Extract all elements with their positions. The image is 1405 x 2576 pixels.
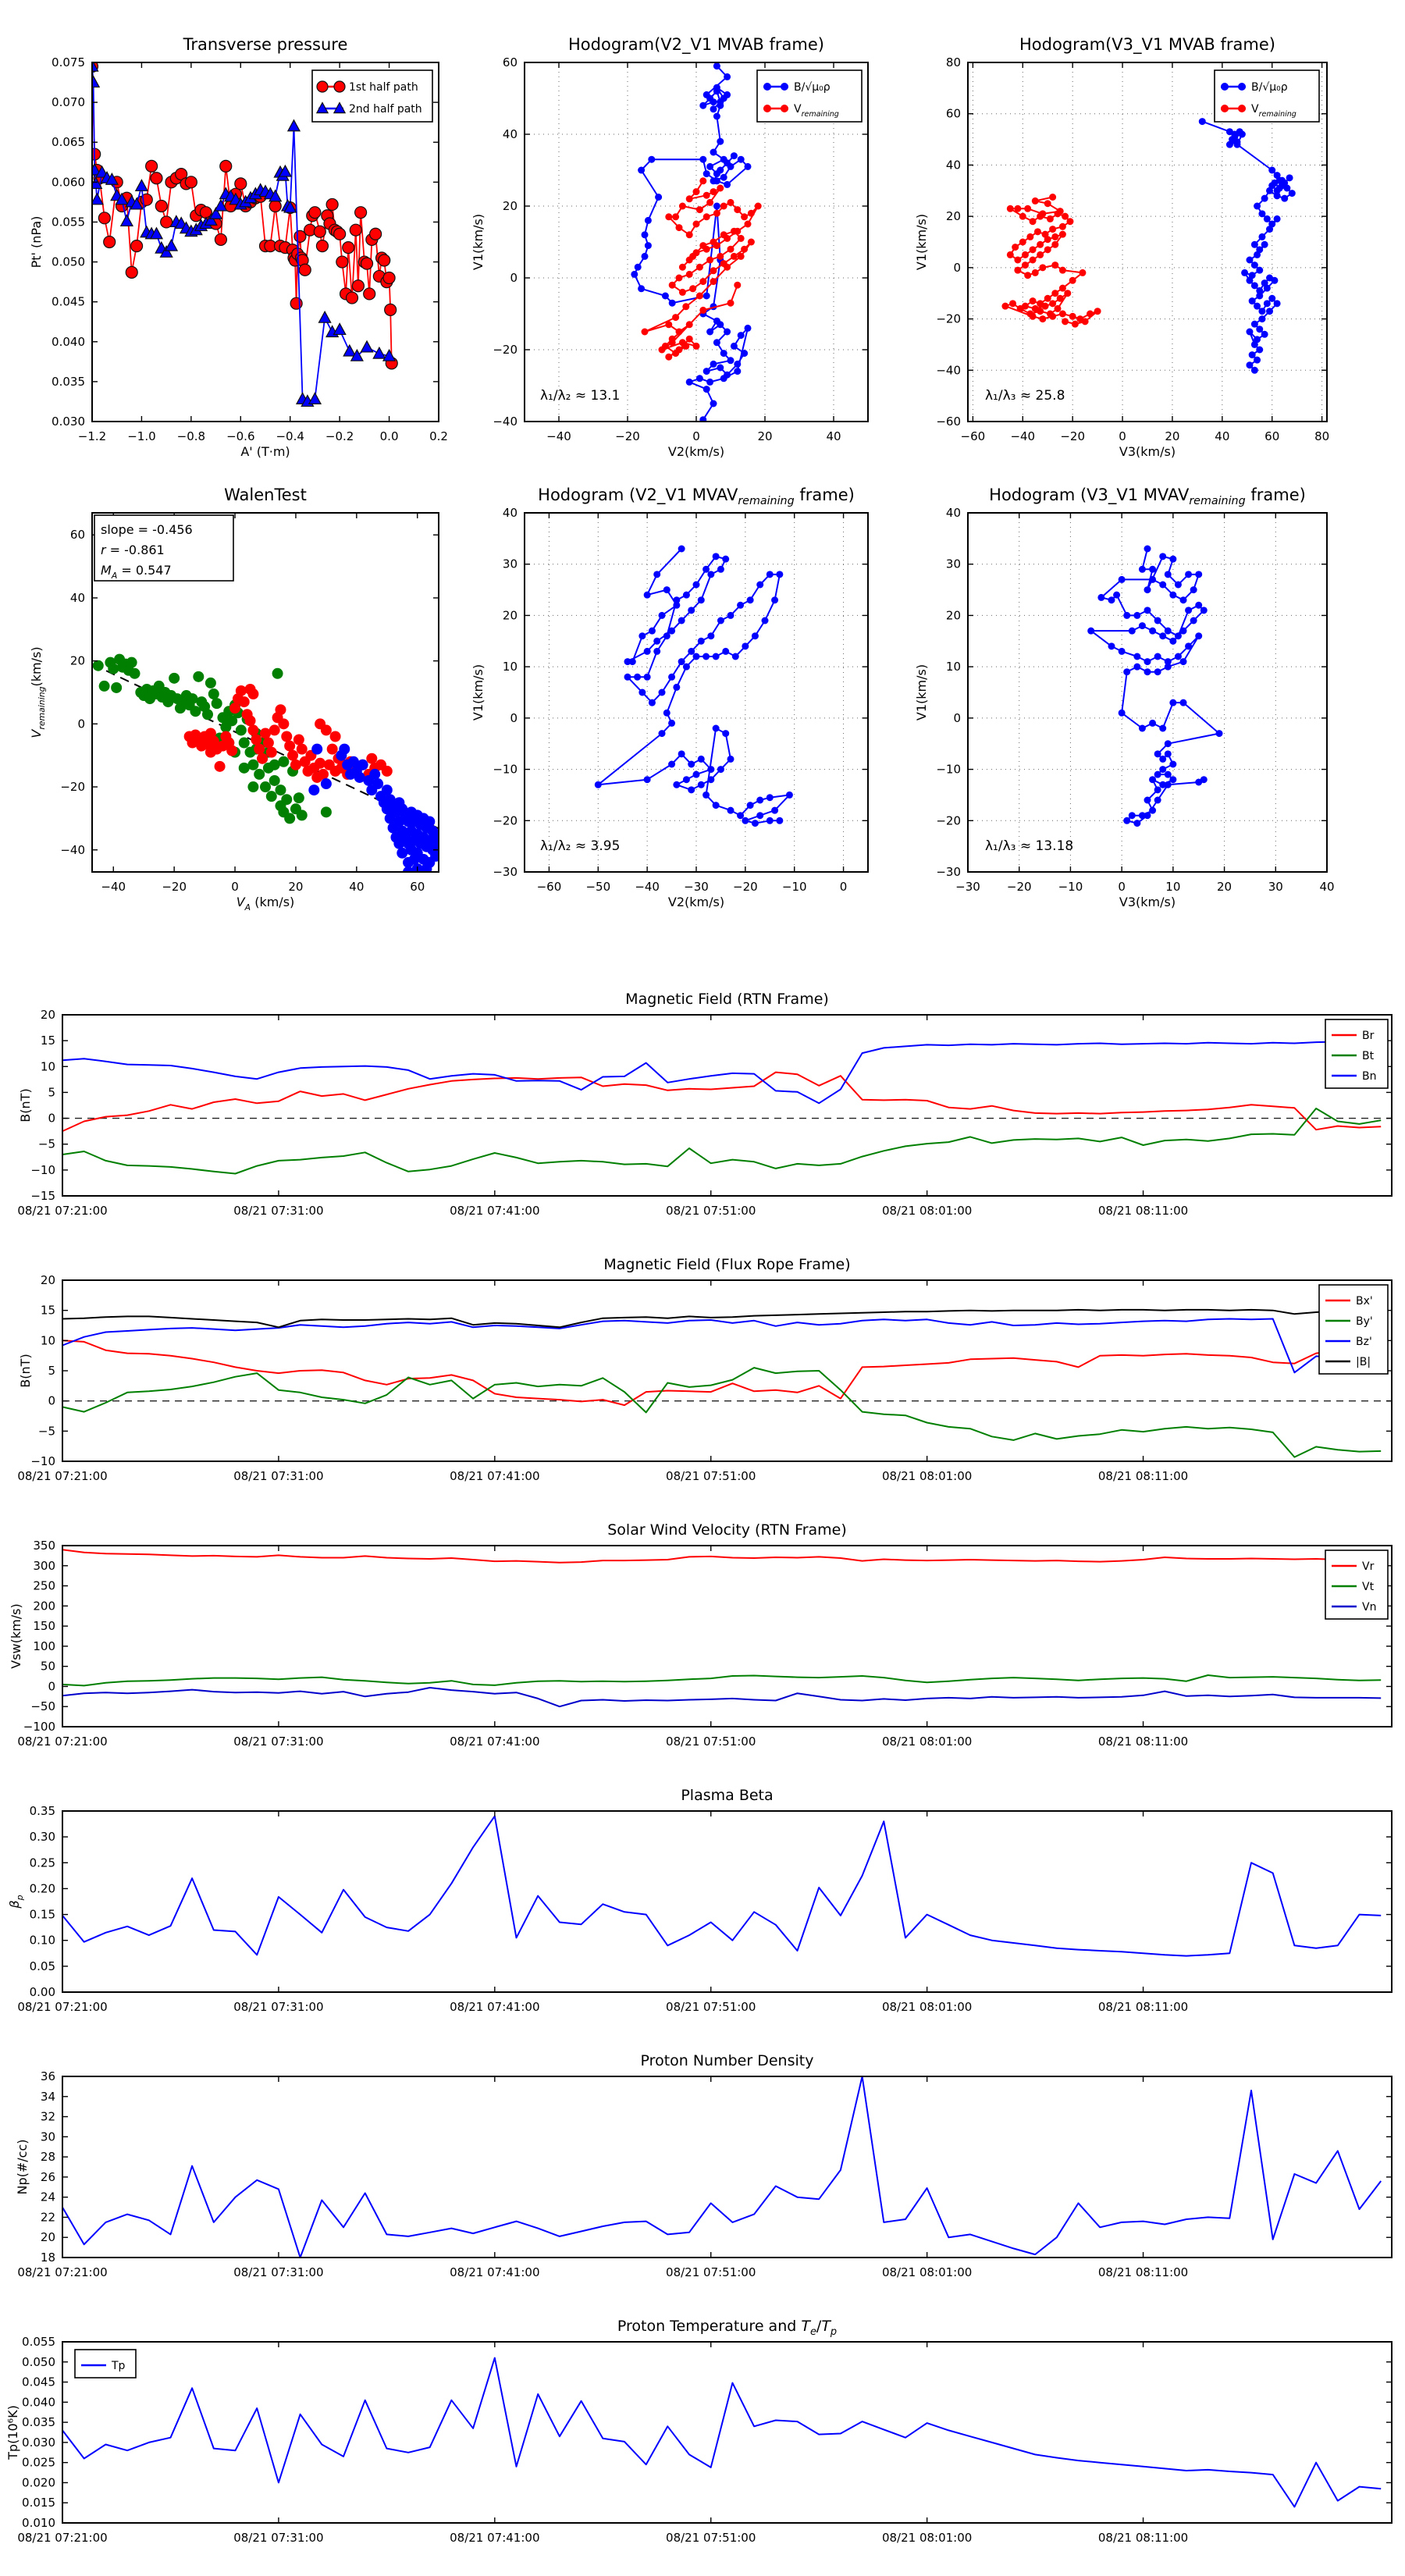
svg-text:Bz': Bz' <box>1356 1336 1372 1348</box>
svg-text:0.040: 0.040 <box>52 334 85 349</box>
svg-text:0: 0 <box>48 1679 55 1694</box>
svg-text:Br: Br <box>1362 1030 1375 1042</box>
svg-text:0.010: 0.010 <box>22 2516 55 2530</box>
svg-text:32: 32 <box>40 2109 55 2124</box>
svg-text:B/√μ₀ρ: B/√μ₀ρ <box>1251 81 1288 94</box>
svg-text:−20: −20 <box>936 813 961 828</box>
svg-text:5: 5 <box>48 1085 55 1100</box>
svg-text:Hodogram (V2_V1 MVAVremaining: Hodogram (V2_V1 $MVAV_{remaining}$ frame) <box>538 486 855 507</box>
svg-text:By': By' <box>1356 1315 1373 1328</box>
svg-text:08/21 08:11:00: 08/21 08:11:00 <box>1097 2265 1189 2279</box>
svg-text:A' (T·m): A' (T·m) <box>240 444 290 459</box>
svg-text:−20: −20 <box>1006 880 1032 894</box>
svg-text:80: 80 <box>1314 429 1330 443</box>
svg-text:0: 0 <box>1118 880 1126 894</box>
svg-text:40: 40 <box>69 590 85 605</box>
svg-text:−20: −20 <box>493 343 518 357</box>
svg-text:−20: −20 <box>733 880 758 894</box>
svg-text:20: 20 <box>40 2230 55 2245</box>
svg-text:Magnetic Field (RTN Frame): Magnetic Field (RTN Frame) <box>625 991 829 1008</box>
svg-text:50: 50 <box>40 1659 55 1674</box>
svg-text:08/21 08:01:00: 08/21 08:01:00 <box>881 1735 973 1749</box>
svg-text:0: 0 <box>839 880 848 894</box>
svg-text:150: 150 <box>33 1619 55 1634</box>
svg-text:08/21 07:41:00: 08/21 07:41:00 <box>450 1204 540 1218</box>
svg-text:20: 20 <box>945 209 961 224</box>
svg-text:−40: −40 <box>936 363 961 378</box>
svg-text:0.075: 0.075 <box>52 55 85 69</box>
svg-text:60: 60 <box>502 55 518 69</box>
svg-text:200: 200 <box>33 1599 55 1614</box>
svg-text:100: 100 <box>33 1638 55 1653</box>
svg-text:λ₁/λ₂ ≈ 3.95: λ₁/λ₂ ≈ 3.95 <box>540 838 621 854</box>
svg-text:Hodogram (V3_V1 MVAVremaining: Hodogram (V3_V1 $MVAV_{remaining}$ frame) <box>989 486 1306 507</box>
svg-text:08/21 07:41:00: 08/21 07:41:00 <box>450 2531 540 2545</box>
svg-text:08/21 08:01:00: 08/21 08:01:00 <box>881 1469 973 1483</box>
svg-text:Proton Number Density: Proton Number Density <box>640 2052 814 2069</box>
svg-text:08/21 08:01:00: 08/21 08:01:00 <box>881 2531 973 2545</box>
svg-text:08/21 08:01:00: 08/21 08:01:00 <box>881 2265 973 2279</box>
svg-text:08/21 08:11:00: 08/21 08:11:00 <box>1097 1735 1189 1749</box>
svg-text:0: 0 <box>231 880 239 894</box>
svg-text:20: 20 <box>288 880 304 894</box>
svg-text:0.015: 0.015 <box>22 2496 55 2510</box>
svg-text:40: 40 <box>945 158 961 173</box>
svg-text:−20: −20 <box>936 311 961 326</box>
svg-text:−15: −15 <box>30 1189 55 1203</box>
svg-text:08/21 08:11:00: 08/21 08:11:00 <box>1097 2531 1189 2545</box>
svg-text:0.070: 0.070 <box>52 95 85 110</box>
svg-text:−10: −10 <box>781 880 807 894</box>
svg-text:B(nT): B(nT) <box>18 1354 33 1388</box>
svg-text:0: 0 <box>510 710 518 725</box>
svg-text:20: 20 <box>69 653 85 668</box>
svg-text:−20: −20 <box>1060 429 1085 443</box>
svg-text:0.045: 0.045 <box>52 294 85 309</box>
svg-text:V1(km/s): V1(km/s) <box>471 664 486 721</box>
svg-text:0.05: 0.05 <box>29 1959 55 1973</box>
svg-text:10: 10 <box>1165 880 1181 894</box>
svg-text:0.25: 0.25 <box>29 1856 55 1870</box>
svg-text:−30: −30 <box>493 865 518 879</box>
svg-text:20: 20 <box>40 1273 55 1287</box>
svg-text:−40: −40 <box>635 880 660 894</box>
svg-text:0: 0 <box>953 260 961 275</box>
magnetic-field-fluxrope-panel-legend <box>1319 1285 1388 1374</box>
svg-text:V2(km/s): V2(km/s) <box>667 444 725 459</box>
svg-text:30: 30 <box>945 557 961 571</box>
svg-text:1st half path: 1st half path <box>349 81 418 94</box>
svg-text:−0.2: −0.2 <box>325 429 354 443</box>
svg-text:Hodogram(V2_V1 MVAB frame): Hodogram(V2_V1 MVAB frame) <box>568 35 824 54</box>
svg-text:−100: −100 <box>23 1720 55 1734</box>
svg-text:08/21 08:11:00: 08/21 08:11:00 <box>1097 1469 1189 1483</box>
svg-text:24: 24 <box>40 2190 55 2204</box>
svg-text:0.0: 0.0 <box>379 429 399 443</box>
svg-text:−40: −40 <box>546 429 571 443</box>
svg-text:Vt: Vt <box>1362 1581 1375 1593</box>
transverse-pressure-panel-legend <box>312 70 432 122</box>
svg-text:5: 5 <box>48 1364 55 1378</box>
svg-text:Bt: Bt <box>1362 1050 1375 1062</box>
svg-text:0.035: 0.035 <box>52 374 85 389</box>
svg-text:−50: −50 <box>30 1699 55 1714</box>
svg-text:30: 30 <box>40 2129 55 2144</box>
svg-text:0.030: 0.030 <box>52 415 85 429</box>
svg-text:−10: −10 <box>1058 880 1083 894</box>
svg-text:Np(#/cc): Np(#/cc) <box>15 2139 30 2195</box>
svg-text:−0.6: −0.6 <box>226 429 255 443</box>
svg-text:22: 22 <box>40 2210 55 2225</box>
svg-text:−20: −20 <box>60 780 85 795</box>
hodogram-v3v1-mvab-panel-legend <box>1215 70 1319 122</box>
svg-text:−30: −30 <box>955 880 980 894</box>
svg-text:40: 40 <box>945 506 961 520</box>
svg-text:08/21 07:31:00: 08/21 07:31:00 <box>233 1204 324 1218</box>
svg-text:V1(km/s): V1(km/s) <box>914 664 929 721</box>
svg-text:40: 40 <box>1319 880 1335 894</box>
svg-text:Vsw(km/s): Vsw(km/s) <box>9 1603 23 1669</box>
svg-text:34: 34 <box>40 2089 55 2104</box>
svg-text:0.055: 0.055 <box>52 215 85 229</box>
svg-text:−5: −5 <box>37 1424 55 1439</box>
svg-text:08/21 08:01:00: 08/21 08:01:00 <box>881 1204 973 1218</box>
svg-text:0.030: 0.030 <box>22 2435 55 2450</box>
svg-text:08/21 07:31:00: 08/21 07:31:00 <box>233 2265 324 2279</box>
svg-text:Transverse pressure: Transverse pressure <box>183 35 348 54</box>
svg-text:−0.8: −0.8 <box>176 429 206 443</box>
svg-text:Bx': Bx' <box>1356 1295 1373 1308</box>
svg-text:20: 20 <box>40 1008 55 1022</box>
svg-text:20: 20 <box>1217 880 1232 894</box>
svg-text:V1(km/s): V1(km/s) <box>471 213 486 271</box>
svg-text:18: 18 <box>40 2250 55 2265</box>
hodogram-v2v1-mvab-panel-legend <box>757 70 862 122</box>
svg-text:βp: $\beta_p$ <box>7 1895 25 1909</box>
svg-text:−40: −40 <box>60 842 85 857</box>
svg-text:Vr: Vr <box>1362 1560 1375 1573</box>
svg-text:10: 10 <box>945 660 961 674</box>
svg-text:40: 40 <box>502 127 518 141</box>
svg-text:80: 80 <box>945 55 961 69</box>
svg-text:0.045: 0.045 <box>22 2375 55 2389</box>
svg-text:08/21 07:51:00: 08/21 07:51:00 <box>666 1469 756 1483</box>
svg-text:0.35: 0.35 <box>29 1804 55 1818</box>
svg-text:08/21 07:41:00: 08/21 07:41:00 <box>450 2000 540 2014</box>
svg-text:0.035: 0.035 <box>22 2415 55 2430</box>
svg-text:−40: −40 <box>493 415 518 429</box>
svg-text:15: 15 <box>40 1034 55 1048</box>
svg-text:0: 0 <box>692 429 700 443</box>
svg-text:V1(km/s): V1(km/s) <box>914 213 929 271</box>
svg-text:08/21 08:01:00: 08/21 08:01:00 <box>881 2000 973 2014</box>
svg-text:60: 60 <box>1264 429 1280 443</box>
svg-text:Tp(10⁶K): Tp(10⁶K) <box>5 2405 20 2460</box>
svg-text:Solar Wind Velocity (RTN Frame: Solar Wind Velocity (RTN Frame) <box>607 1521 847 1539</box>
svg-text:36: 36 <box>40 2069 55 2083</box>
svg-text:20: 20 <box>757 429 773 443</box>
svg-text:λ₁/λ₃ ≈ 13.18: λ₁/λ₃ ≈ 13.18 <box>985 838 1074 854</box>
svg-text:30: 30 <box>1268 880 1283 894</box>
svg-text:V3(km/s): V3(km/s) <box>1119 444 1176 459</box>
svg-text:08/21 07:31:00: 08/21 07:31:00 <box>233 1469 324 1483</box>
svg-text:0.30: 0.30 <box>29 1830 55 1845</box>
svg-text:0: 0 <box>1119 429 1126 443</box>
svg-text:|B|: |B| <box>1356 1356 1371 1368</box>
svg-text:60: 60 <box>945 106 961 121</box>
svg-text:slope = -0.456: slope = -0.456 <box>101 522 193 537</box>
svg-text:−30: −30 <box>936 865 961 879</box>
svg-text:08/21 07:21:00: 08/21 07:21:00 <box>17 2531 108 2545</box>
svg-text:08/21 07:51:00: 08/21 07:51:00 <box>666 1204 756 1218</box>
svg-text:08/21 08:11:00: 08/21 08:11:00 <box>1097 1204 1189 1218</box>
svg-text:−0.4: −0.4 <box>276 429 304 443</box>
svg-text:0.050: 0.050 <box>22 2354 55 2369</box>
svg-text:Bn: Bn <box>1362 1070 1377 1083</box>
svg-text:−10: −10 <box>493 762 518 777</box>
svg-text:20: 20 <box>945 608 961 623</box>
svg-text:20: 20 <box>502 608 518 623</box>
svg-text:−10: −10 <box>30 1454 55 1468</box>
svg-text:20: 20 <box>502 199 518 213</box>
svg-text:Proton Temperature and Te/Tp: Proton Temperature and $T_e/T_p$ <box>617 2318 838 2338</box>
svg-text:−1.0: −1.0 <box>127 429 156 443</box>
svg-text:Tp: Tp <box>112 2360 126 2372</box>
svg-text:08/21 07:41:00: 08/21 07:41:00 <box>450 2265 540 2279</box>
svg-text:0: 0 <box>48 1111 55 1126</box>
svg-text:WalenTest: WalenTest <box>224 486 307 504</box>
svg-text:Vremaining(km/s): $V_{remaining}(km/s)$ <box>29 646 47 738</box>
svg-text:0: 0 <box>510 271 518 285</box>
svg-text:MA = 0.547: $M_A = 0.547$ <box>101 563 172 581</box>
svg-text:15: 15 <box>40 1303 55 1318</box>
solar-wind-velocity-panel-legend <box>1325 1550 1388 1619</box>
svg-text:0: 0 <box>48 1393 55 1408</box>
svg-text:−30: −30 <box>684 880 709 894</box>
svg-text:−40: −40 <box>1010 429 1036 443</box>
svg-text:60: 60 <box>69 528 85 543</box>
svg-text:0.020: 0.020 <box>22 2475 55 2490</box>
svg-text:08/21 07:21:00: 08/21 07:21:00 <box>17 2000 108 2014</box>
svg-text:λ₁/λ₃ ≈ 25.8: λ₁/λ₃ ≈ 25.8 <box>985 388 1065 404</box>
svg-text:0.060: 0.060 <box>52 175 85 190</box>
svg-text:08/21 07:31:00: 08/21 07:31:00 <box>233 1735 324 1749</box>
svg-text:40: 40 <box>826 429 841 443</box>
svg-text:10: 10 <box>502 660 518 674</box>
svg-text:Plasma Beta: Plasma Beta <box>681 1787 774 1804</box>
svg-text:08/21 07:31:00: 08/21 07:31:00 <box>233 2531 324 2545</box>
svg-text:V3(km/s): V3(km/s) <box>1119 895 1176 909</box>
svg-text:300: 300 <box>33 1558 55 1573</box>
svg-text:−5: −5 <box>37 1137 55 1151</box>
svg-text:Hodogram(V3_V1 MVAB frame): Hodogram(V3_V1 MVAB frame) <box>1019 35 1275 54</box>
svg-text:08/21 07:41:00: 08/21 07:41:00 <box>450 1469 540 1483</box>
svg-text:0.2: 0.2 <box>429 429 448 443</box>
svg-text:60: 60 <box>410 880 425 894</box>
svg-text:08/21 08:11:00: 08/21 08:11:00 <box>1097 2000 1189 2014</box>
svg-text:−10: −10 <box>936 762 961 777</box>
svg-text:08/21 07:41:00: 08/21 07:41:00 <box>450 1735 540 1749</box>
svg-text:−40: −40 <box>101 880 126 894</box>
svg-text:−60: −60 <box>536 880 562 894</box>
svg-text:08/21 07:21:00: 08/21 07:21:00 <box>17 1469 108 1483</box>
svg-text:0.025: 0.025 <box>22 2455 55 2470</box>
svg-text:0.00: 0.00 <box>29 1985 55 1999</box>
svg-text:08/21 07:21:00: 08/21 07:21:00 <box>17 1735 108 1749</box>
magnetic-field-rtn-panel-legend <box>1325 1019 1388 1088</box>
svg-text:30: 30 <box>502 557 518 571</box>
svg-text:Vremaining: $V_{remaining}$ <box>1251 103 1297 119</box>
svg-text:26: 26 <box>40 2169 55 2184</box>
svg-text:Vremaining: $V_{remaining}$ <box>794 103 839 119</box>
svg-text:Magnetic Field (Flux Rope Fram: Magnetic Field (Flux Rope Frame) <box>603 1256 851 1273</box>
svg-text:B/√μ₀ρ: B/√μ₀ρ <box>794 81 831 94</box>
svg-text:20: 20 <box>1165 429 1180 443</box>
svg-text:−60: −60 <box>936 415 961 429</box>
svg-text:VA (km/s): $V_A$ (km/s) <box>236 895 295 913</box>
svg-text:08/21 07:51:00: 08/21 07:51:00 <box>666 2000 756 2014</box>
svg-text:−20: −20 <box>493 813 518 828</box>
svg-text:40: 40 <box>502 506 518 520</box>
svg-text:λ₁/λ₂ ≈ 13.1: λ₁/λ₂ ≈ 13.1 <box>540 388 621 404</box>
svg-text:10: 10 <box>40 1333 55 1348</box>
svg-text:r = -0.861: r = -0.861 <box>101 543 165 557</box>
svg-text:0: 0 <box>77 717 85 731</box>
svg-text:−20: −20 <box>162 880 187 894</box>
svg-text:−50: −50 <box>585 880 611 894</box>
svg-text:−60: −60 <box>960 429 986 443</box>
svg-text:V2(km/s): V2(km/s) <box>667 895 725 909</box>
svg-text:08/21 07:51:00: 08/21 07:51:00 <box>666 1735 756 1749</box>
svg-text:0: 0 <box>953 710 961 725</box>
svg-text:0.10: 0.10 <box>29 1933 55 1948</box>
svg-text:40: 40 <box>1215 429 1230 443</box>
svg-text:08/21 07:21:00: 08/21 07:21:00 <box>17 1204 108 1218</box>
proton-temperature-panel-legend <box>75 2350 136 2378</box>
svg-text:08/21 07:21:00: 08/21 07:21:00 <box>17 2265 108 2279</box>
svg-text:350: 350 <box>33 1539 55 1553</box>
svg-text:40: 40 <box>349 880 365 894</box>
svg-text:08/21 07:51:00: 08/21 07:51:00 <box>666 2531 756 2545</box>
svg-text:0.040: 0.040 <box>22 2395 55 2410</box>
svg-text:08/21 07:31:00: 08/21 07:31:00 <box>233 2000 324 2014</box>
svg-text:0.050: 0.050 <box>52 254 85 269</box>
svg-text:Pt' (nPa): Pt' (nPa) <box>29 215 44 269</box>
svg-text:−1.2: −1.2 <box>77 429 107 443</box>
svg-text:−10: −10 <box>30 1162 55 1177</box>
svg-text:28: 28 <box>40 2150 55 2165</box>
svg-text:Vn: Vn <box>1362 1601 1377 1614</box>
svg-text:−20: −20 <box>615 429 640 443</box>
svg-text:250: 250 <box>33 1578 55 1593</box>
svg-text:0.15: 0.15 <box>29 1907 55 1922</box>
svg-text:10: 10 <box>40 1059 55 1074</box>
svg-text:2nd half path: 2nd half path <box>349 103 422 116</box>
svg-text:08/21 07:51:00: 08/21 07:51:00 <box>666 2265 756 2279</box>
svg-text:0.065: 0.065 <box>52 135 85 150</box>
svg-text:0.055: 0.055 <box>22 2335 55 2349</box>
svg-text:0.20: 0.20 <box>29 1881 55 1896</box>
svg-text:B(nT): B(nT) <box>18 1088 33 1123</box>
